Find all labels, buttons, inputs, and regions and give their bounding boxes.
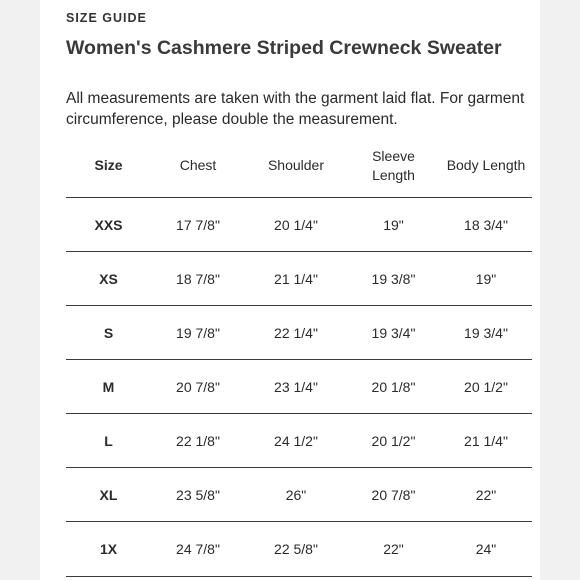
cell-sleeve-length: 19 3/4" [347, 306, 440, 360]
size-guide-page [40, 0, 540, 580]
cell-body-length: 19 3/4" [440, 306, 532, 360]
cell-shoulder: 24 1/2" [245, 414, 347, 468]
header-sleeve-length [347, 134, 440, 198]
cell-sleeve-length: 20 1/8" [347, 360, 440, 414]
cell-chest: 20 7/8" [151, 360, 245, 414]
section-label: SIZE GUIDE [66, 11, 147, 25]
cell-body-length: 19" [440, 252, 532, 306]
cell-body-length: 18 3/4" [440, 198, 532, 252]
cell-shoulder: 26" [245, 468, 347, 522]
cell-chest: 23 5/8" [151, 468, 245, 522]
cell-shoulder: 22 5/8" [245, 522, 347, 576]
cell-chest: 18 7/8" [151, 252, 245, 306]
header-shoulder: Shoulder [267, 157, 325, 173]
cell-body-length: 20 1/2" [440, 360, 532, 414]
header-chest: Chest [179, 157, 217, 173]
page-title: Women's Cashmere Striped Crewneck Sweater [66, 37, 502, 59]
table-header-row [66, 134, 532, 198]
cell-sleeve-length: 19 3/8" [347, 252, 440, 306]
table-row [66, 468, 532, 522]
table-row [66, 522, 532, 576]
cell-shoulder: 22 1/4" [245, 306, 347, 360]
size-chart-table [66, 134, 532, 575]
table-row [66, 252, 532, 306]
cell-size: XS [66, 252, 151, 306]
cell-size: L [66, 414, 151, 468]
header-size: Size [94, 157, 123, 173]
cell-size: XL [66, 468, 151, 522]
table-row [66, 414, 532, 468]
table-bottom-divider [66, 576, 532, 577]
cell-shoulder: 23 1/4" [245, 360, 347, 414]
cell-size: S [66, 306, 151, 360]
cell-chest: 24 7/8" [151, 522, 245, 576]
table-row [66, 198, 532, 252]
cell-body-length: 24" [440, 522, 532, 576]
cell-chest: 19 7/8" [151, 306, 245, 360]
table-row [66, 360, 532, 414]
cell-body-length: 21 1/4" [440, 414, 532, 468]
cell-sleeve-length: 22" [347, 522, 440, 576]
cell-chest: 22 1/8" [151, 414, 245, 468]
cell-size: XXS [66, 198, 151, 252]
cell-chest: 17 7/8" [151, 198, 245, 252]
cell-sleeve-length: 19" [347, 198, 440, 252]
cell-size: 1X [66, 522, 151, 576]
table-row [66, 306, 532, 360]
cell-shoulder: 21 1/4" [245, 252, 347, 306]
cell-sleeve-length: 20 1/2" [347, 414, 440, 468]
cell-body-length: 22" [440, 468, 532, 522]
measurement-note: All measurements are taken with the garment laid flat. For garment circumference, please double the measurement. [66, 90, 525, 128]
cell-shoulder: 20 1/4" [245, 198, 347, 252]
header-sleeve-length-label: Sleeve Length [372, 147, 415, 183]
header-body-length: Body Length [446, 157, 526, 173]
cell-sleeve-length: 20 7/8" [347, 468, 440, 522]
cell-size: M [66, 360, 151, 414]
